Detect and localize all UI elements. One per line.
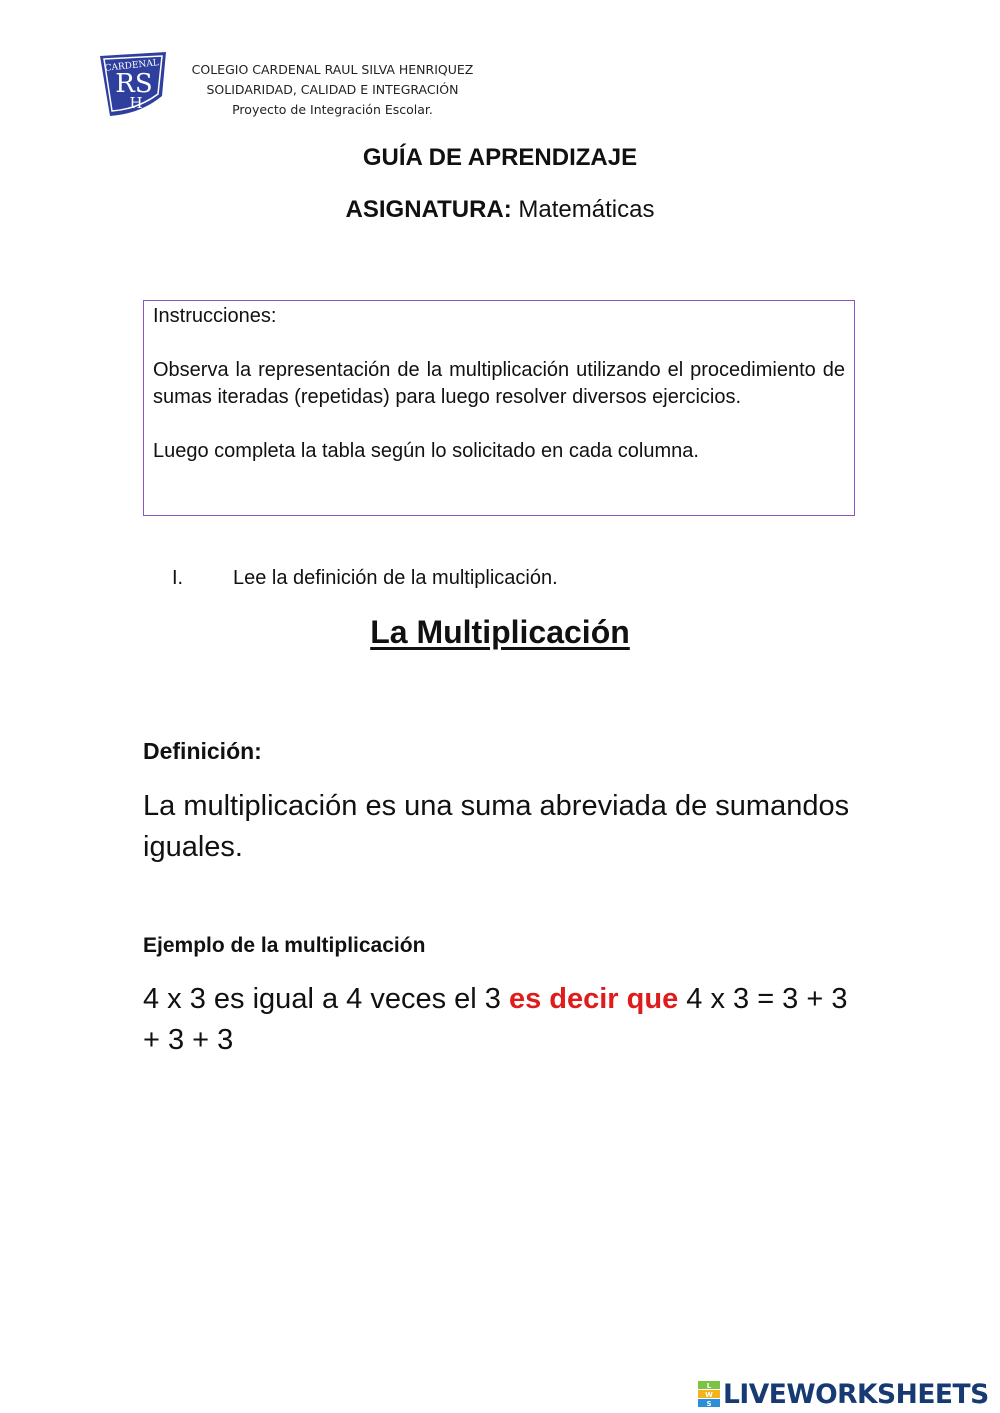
svg-text:RS: RS xyxy=(115,69,153,99)
liveworksheets-brand: LIVEWORKSHEETS xyxy=(723,1378,989,1410)
instructions-box xyxy=(143,300,855,516)
lesson-title: La Multiplicación xyxy=(370,614,630,650)
school-logo xyxy=(96,48,170,118)
instructions-paragraph-1: Observa la representación de la multiplicación utilizando el procedimiento de sumas iteradas (repetidas) para luego resolver diversos ejercicios. xyxy=(153,359,845,408)
subject-value: Matemáticas xyxy=(518,196,655,223)
svg-text:H: H xyxy=(129,94,143,112)
school-info xyxy=(175,60,490,120)
example-part-1: 4 x 3 es igual a 4 veces el 3 xyxy=(143,983,509,1015)
example-highlight: es decir que xyxy=(508,983,679,1015)
liveworksheets-logo xyxy=(698,1379,989,1409)
svg-text:CARDENAL: CARDENAL xyxy=(104,58,160,74)
school-program: Proyecto de Integración Escolar. xyxy=(232,102,433,117)
instructions-title: Instrucciones: xyxy=(153,305,277,327)
section-text: Lee la definición de la multiplicación. xyxy=(233,567,558,589)
section-number: I. xyxy=(172,567,184,589)
instructions-paragraph-2: Luego completa la tabla según lo solicitado en cada columna. xyxy=(153,440,699,462)
definition-label: Definición: xyxy=(143,738,262,764)
liveworksheets-icon xyxy=(698,1381,720,1407)
example-label: Ejemplo de la multiplicación xyxy=(143,934,426,957)
svg-text:L: L xyxy=(706,1382,712,1390)
subject-line xyxy=(0,196,1000,224)
subject-label: ASIGNATURA: xyxy=(345,196,512,223)
example-text xyxy=(143,979,863,1061)
example-part-2: 4 x 3 = 3 + 3 + 3 + 3 xyxy=(143,983,848,1056)
definition-text: La multiplicación es una suma abreviada de sumandos iguales. xyxy=(143,790,850,863)
school-name: COLEGIO CARDENAL RAUL SILVA HENRIQUEZ xyxy=(191,62,474,77)
school-motto: SOLIDARIDAD, CALIDAD E INTEGRACIÓN xyxy=(206,82,459,97)
svg-text:W: W xyxy=(705,1391,713,1399)
guide-title: GUÍA DE APRENDIZAJE xyxy=(362,144,638,171)
svg-text:S: S xyxy=(706,1400,712,1407)
